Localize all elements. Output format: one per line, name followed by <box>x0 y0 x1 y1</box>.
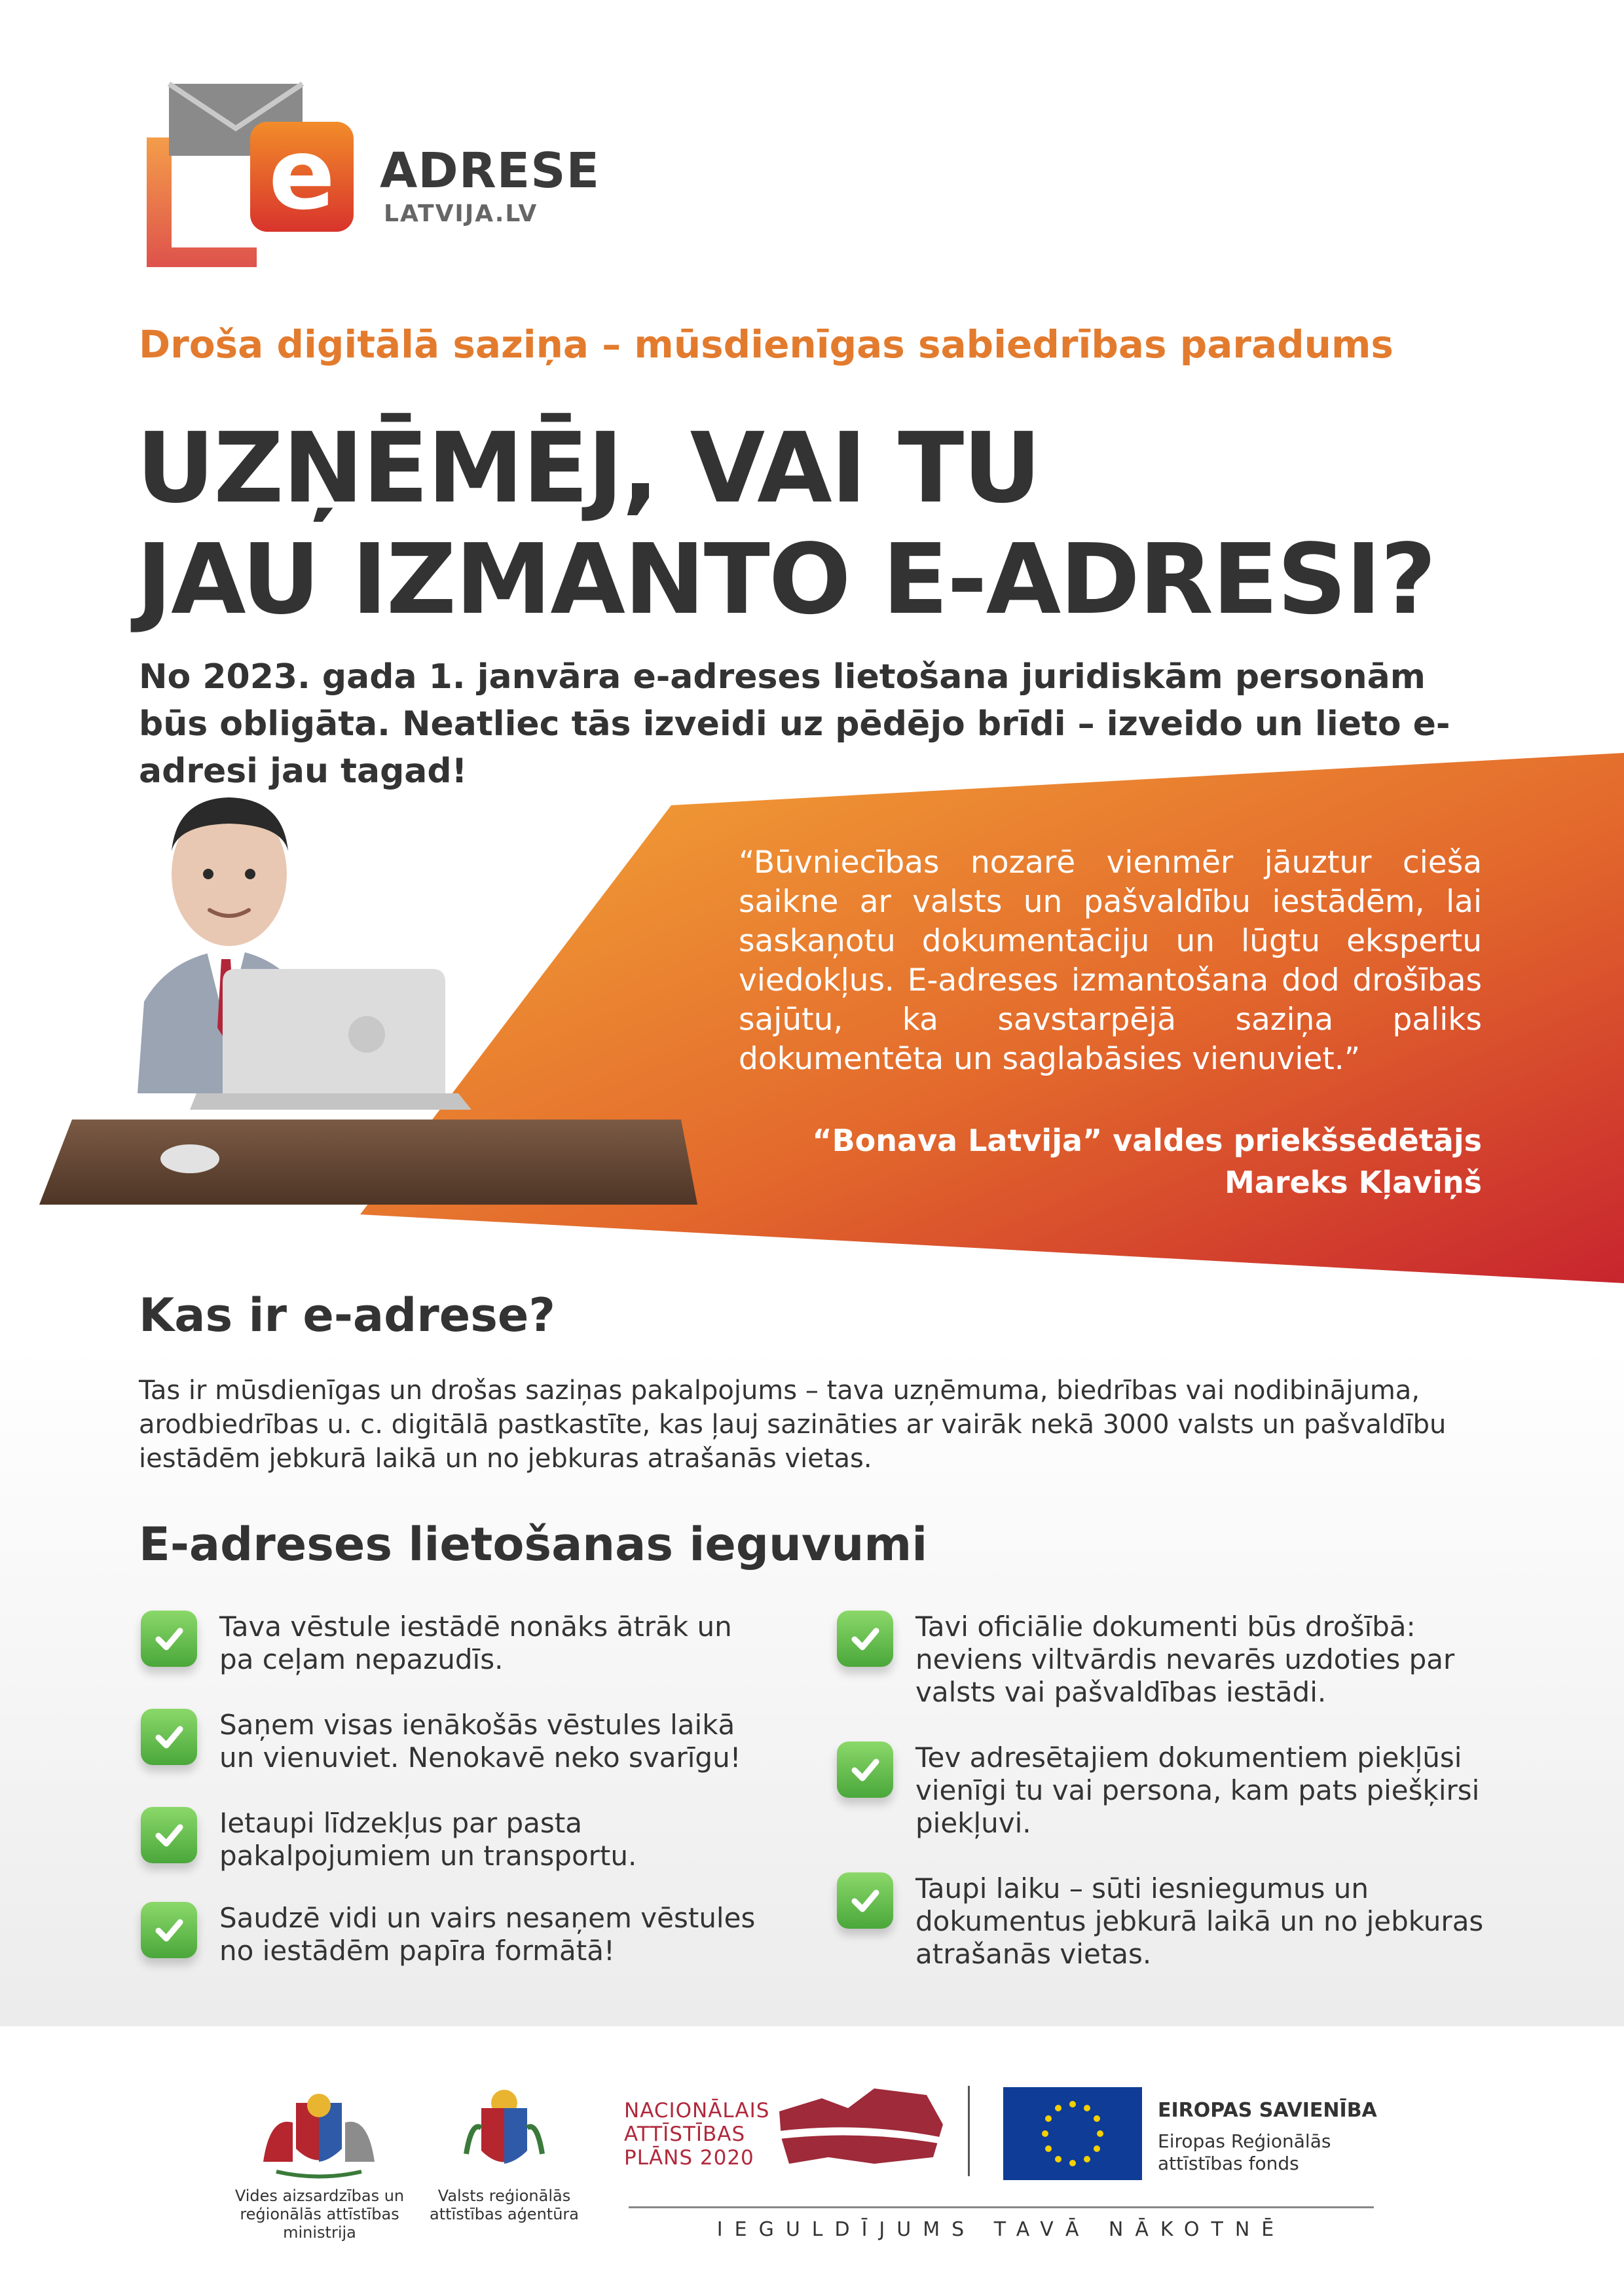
checkmark-icon <box>141 1611 197 1667</box>
testimonial-author <box>739 1120 1482 1203</box>
eu-fund-line-2: attīstības fonds <box>1158 2153 1299 2174</box>
ministry-line-3: ministrija <box>283 2223 356 2242</box>
ministry-line-2: reģionālās attīstības <box>240 2205 399 2223</box>
author-name: Mareks Kļaviņš <box>1224 1165 1482 1200</box>
benefit-item <box>141 1709 769 1774</box>
checkmark-icon <box>141 1807 197 1863</box>
testimonial-quote: “Būvniecības nozarē vienmēr jāuztur cieša saikne ar valsts un pašvaldību iestādēm, lai saskaņotu dokumentāciju un lūgtu ekspertu viedokļus. E-adreses izmantošana dod drošības sajūtu, ka savstarpējā saziņa paliks dokumentēta un saglabāsies vienuviet.” <box>739 845 1482 1077</box>
headline-line-2: JAU IZMANTO E-ADRESI? <box>136 523 1435 636</box>
logo-letter: e <box>268 118 335 232</box>
checkmark-icon <box>837 1741 893 1798</box>
benefit-item <box>141 1807 769 1872</box>
logo-subtitle: LATVIJA.LV <box>384 200 538 227</box>
what-heading: Kas ir e-adrese? <box>139 1288 556 1342</box>
benefit-item <box>837 1872 1492 1971</box>
latvia-map-icon <box>776 2085 946 2170</box>
footer-divider <box>968 2086 970 2176</box>
benefit-text: Tava vēstule iestādē nonāks ātrāk un pa ceļam nepazudīs. <box>219 1611 732 1675</box>
agency-line-2: attīstības aģentūra <box>430 2205 579 2223</box>
logo-title: ADRESE <box>380 143 600 199</box>
headline <box>136 412 1435 635</box>
intro-text: No 2023. gada 1. janvāra e-adreses lietošana juridiskām personām būs obligāta. Neatliec tās izveidi uz pēdējo brīdi – izveido un lieto e-adresi jau tagad! <box>139 657 1450 791</box>
tagline: Droša digitālā saziņa – mūsdienīgas sabiedrības paradums <box>139 322 1393 367</box>
nap-line-3: PLĀNS 2020 <box>624 2146 754 2170</box>
footer-rule <box>629 2206 1374 2208</box>
benefit-text: Tev adresētajiem dokumentiem piekļūsi vienīgi tu vai persona, kam pats piešķirsi piekļuvi. <box>915 1741 1480 1839</box>
benefit-text: Saudzē vidi un vairs nesaņem vēstules no iestādēm papīra formātā! <box>219 1902 756 1967</box>
headline-line-1: UZŅĒMĒJ, VAI TU <box>136 412 1041 524</box>
benefit-item <box>837 1611 1492 1709</box>
checkmark-icon <box>837 1611 893 1667</box>
benefits-heading: E-adreses lietošanas ieguvumi <box>139 1518 928 1571</box>
eu-flag-icon <box>1003 2087 1142 2180</box>
benefit-text: Saņem visas ienākošās vēstules laikā un vienuviet. Nenokavē neko svarīgu! <box>219 1709 741 1774</box>
agency-emblem-icon <box>458 2082 550 2180</box>
checkmark-icon <box>141 1902 197 1958</box>
benefit-text: Ietaupi līdzekļus par pasta pakalpojumiem un transportu. <box>219 1807 637 1872</box>
eu-title: EIROPAS SAVIENĪBA <box>1158 2099 1377 2122</box>
coat-of-arms-icon <box>257 2083 381 2181</box>
agency-caption <box>419 2187 589 2223</box>
what-text: Tas ir mūsdienīgas un drošas saziņas pakalpojums – tava uzņēmuma, biedrības vai nodibinājuma, arodbiedrības u. c. digitālā pastkastīte, kas ļauj sazināties ar vairāk nekā 3000 valsts un pašvaldību iestādēm jebkurā laikā un no jebkuras atrašanās vietas. <box>139 1376 1447 1474</box>
benefit-item <box>837 1741 1492 1840</box>
benefit-item <box>141 1902 769 1967</box>
benefit-item <box>141 1611 769 1676</box>
author-title: “Bonava Latvija” valdes priekšsēdētājs <box>812 1123 1482 1158</box>
footer-slogan: IEGULDĪJUMS TAVĀ NĀKOTNĒ <box>716 2218 1286 2241</box>
checkmark-icon <box>837 1872 893 1929</box>
checkmark-icon <box>141 1709 197 1765</box>
nap-line-2: ATTĪSTĪBAS <box>624 2123 746 2146</box>
nap-label <box>624 2099 769 2170</box>
eu-fund <box>1158 2130 1331 2175</box>
eu-fund-line-1: Eiropas Reģionālās <box>1158 2130 1331 2152</box>
desk-illustration <box>39 1120 697 1205</box>
agency-line-1: Valsts reģionālās <box>437 2187 571 2205</box>
nap-line-1: NACIONĀLAIS <box>624 2099 770 2123</box>
benefit-text: Tavi oficiālie dokumenti būs drošībā: neviens viltvārdis nevarēs uzdoties par valsts vai pašvaldības iestādi. <box>915 1611 1455 1708</box>
ministry-caption <box>221 2187 418 2242</box>
benefit-text: Taupi laiku – sūti iesniegumus un dokumentus jebkurā laikā un no jebkuras atrašanās vietas. <box>915 1872 1484 1970</box>
ministry-line-1: Vides aizsardzības un <box>234 2187 405 2205</box>
